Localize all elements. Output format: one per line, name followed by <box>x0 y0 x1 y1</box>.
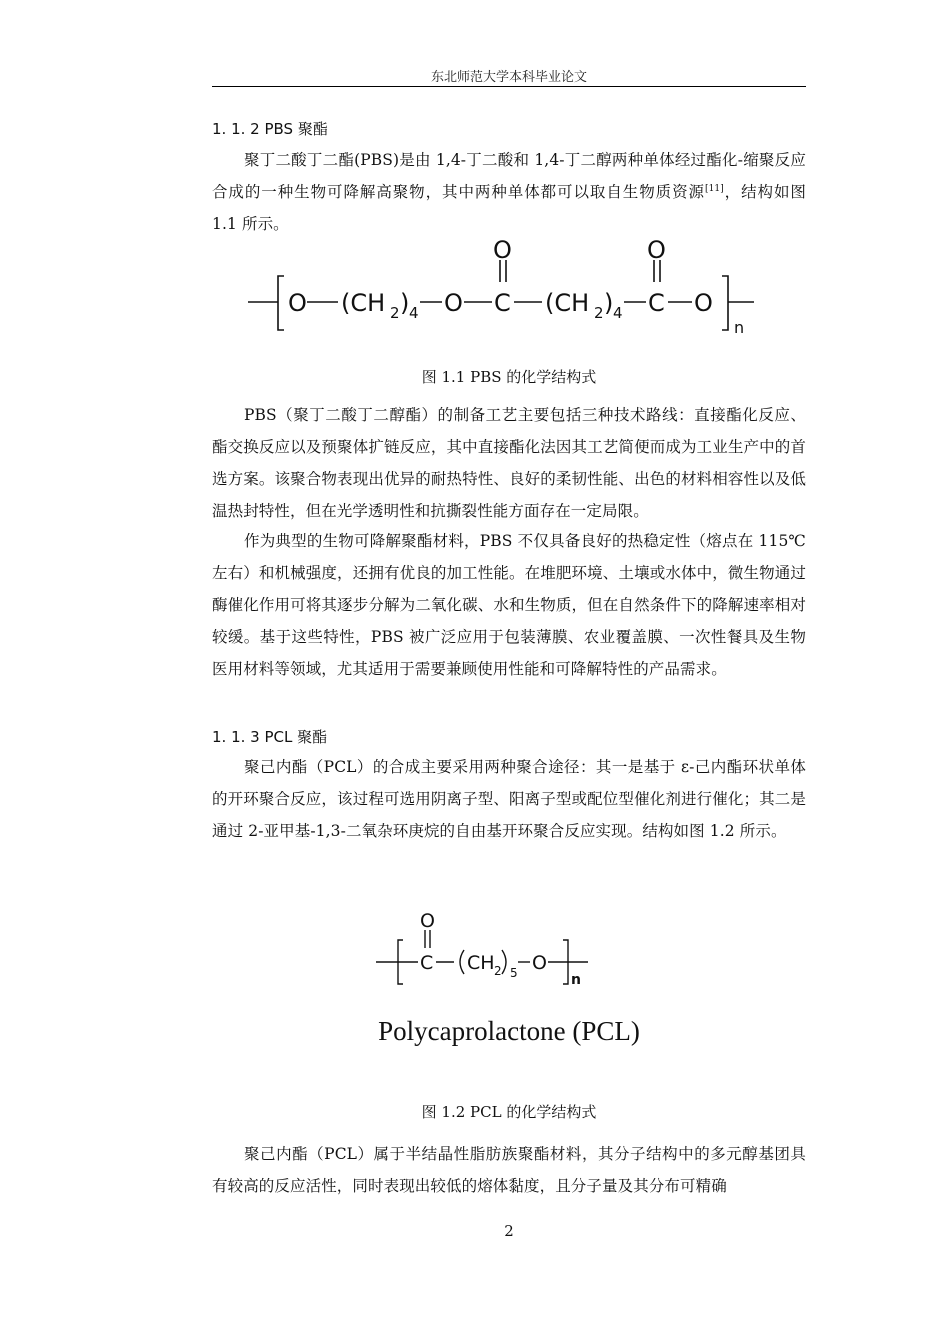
pbs-paragraph-2: PBS（聚丁二酸丁二醇酯）的制备工艺主要包括三种技术路线：直接酯化反应、酯交换反应以及预聚体扩链反应，其中直接酯化法因其工艺简便而成为工业生产中的首选方案。该聚合物表现出优异的耐热特性、良好的柔韧性能、出色的材料相容性以及低温热封特性，但在光学透明性和抗撕裂性能方面存在一定局限。 <box>212 406 806 520</box>
citation-11: [11] <box>704 184 724 194</box>
pbs-structure-figure <box>240 238 770 342</box>
pbs-oxygen-1: O <box>288 289 307 317</box>
pcl-carbon: C <box>420 952 434 974</box>
pbs-subscript-2a: 2 <box>390 304 400 322</box>
pbs-carbonyl-oxygen-2: O <box>647 238 666 264</box>
section-heading-pbs: 1. 1. 2 PBS 聚酯 <box>212 120 328 138</box>
pbs-oxygen-2: O <box>444 289 463 317</box>
pcl-subscript-5: 5 <box>510 966 518 980</box>
figure-1-2-caption: 图 1.2 PCL 的化学结构式 <box>421 1103 597 1121</box>
pcl-subscript-2: 2 <box>494 964 502 978</box>
pbs-ch2-group-1: (CH <box>341 289 386 317</box>
pcl-oxygen: O <box>532 952 547 974</box>
section-heading-pcl: 1. 1. 3 PCL 聚酯 <box>212 728 328 746</box>
figure-1-1-caption: 图 1.1 PBS 的化学结构式 <box>421 368 597 386</box>
pbs-paragraph-3: 作为典型的生物可降解聚酯材料，PBS 不仅具备良好的热稳定性（熔点在 115℃左右）和机械强度，还拥有优良的加工性能。在堆肥环境、土壤或水体中，微生物通过酶催化作用可将其逐步分解为二氧化碳、水和生物质，但在自然条件下的降解速率相对较缓。基于这些特性，PBS 被广泛应用于包装薄膜、农业覆盖膜、一次性餐具及生物医用材料等领域，尤其适用于需要兼顾使用性能和可降解特性的产品需求。 <box>212 532 806 678</box>
pbs-subscript-2b: 2 <box>594 304 604 322</box>
pcl-name-label: Polycaprolactone (PCL) <box>378 1016 640 1046</box>
pbs-paragraph-1 <box>212 144 806 240</box>
pbs-carbon-1: C <box>494 289 511 317</box>
pcl-ch2-group: CH <box>467 952 495 974</box>
pbs-subscript-4b: 4 <box>613 304 623 322</box>
page-number: 2 <box>504 1222 514 1240</box>
pbs-carbonyl-oxygen-1: O <box>493 238 512 264</box>
pcl-structure-figure <box>370 900 610 1000</box>
pcl-carbonyl-oxygen: O <box>420 910 435 932</box>
pbs-carbon-2: C <box>648 289 665 317</box>
pbs-paragraph-1-text: 聚丁二酸丁二酯(PBS)是由 1,4-丁二酸和 1,4-丁二醇两种单体经过酯化-缩聚反应合成的一种生物可降解高聚物，其中两种单体都可以取自生物质资源 <box>212 151 806 201</box>
header-rule <box>212 86 806 87</box>
pcl-repeat-n: n <box>571 972 581 988</box>
pbs-repeat-n: n <box>734 318 745 337</box>
pbs-subscript-4a: 4 <box>409 304 419 322</box>
pbs-oxygen-3: O <box>694 289 713 317</box>
pbs-paren-close-1: ) <box>400 289 410 317</box>
pcl-paragraph-2: 聚己内酯（PCL）属于半结晶性脂肪族聚酯材料，其分子结构中的多元醇基团具有较高的反应活性，同时表现出较低的熔体黏度，且分子量及其分布可精确 <box>212 1145 806 1195</box>
running-header: 东北师范大学本科毕业论文 <box>430 70 587 85</box>
pbs-paragraph-1-tail: ，结构如图 1.1 所示。 <box>212 183 806 233</box>
pbs-paren-close-2: ) <box>604 289 614 317</box>
pbs-ch2-group-2: (CH <box>545 289 590 317</box>
pcl-paragraph-1: 聚己内酯（PCL）的合成主要采用两种聚合途径：其一是基于 ε-己内酯环状单体的开环聚合反应，该过程可选用阴离子型、阳离子型或配位型催化剂进行催化；其二是通过 2-亚甲基-1,3-二氧杂环庚烷的自由基开环聚合反应实现。结构如图 1.2 所示。 <box>212 758 806 840</box>
